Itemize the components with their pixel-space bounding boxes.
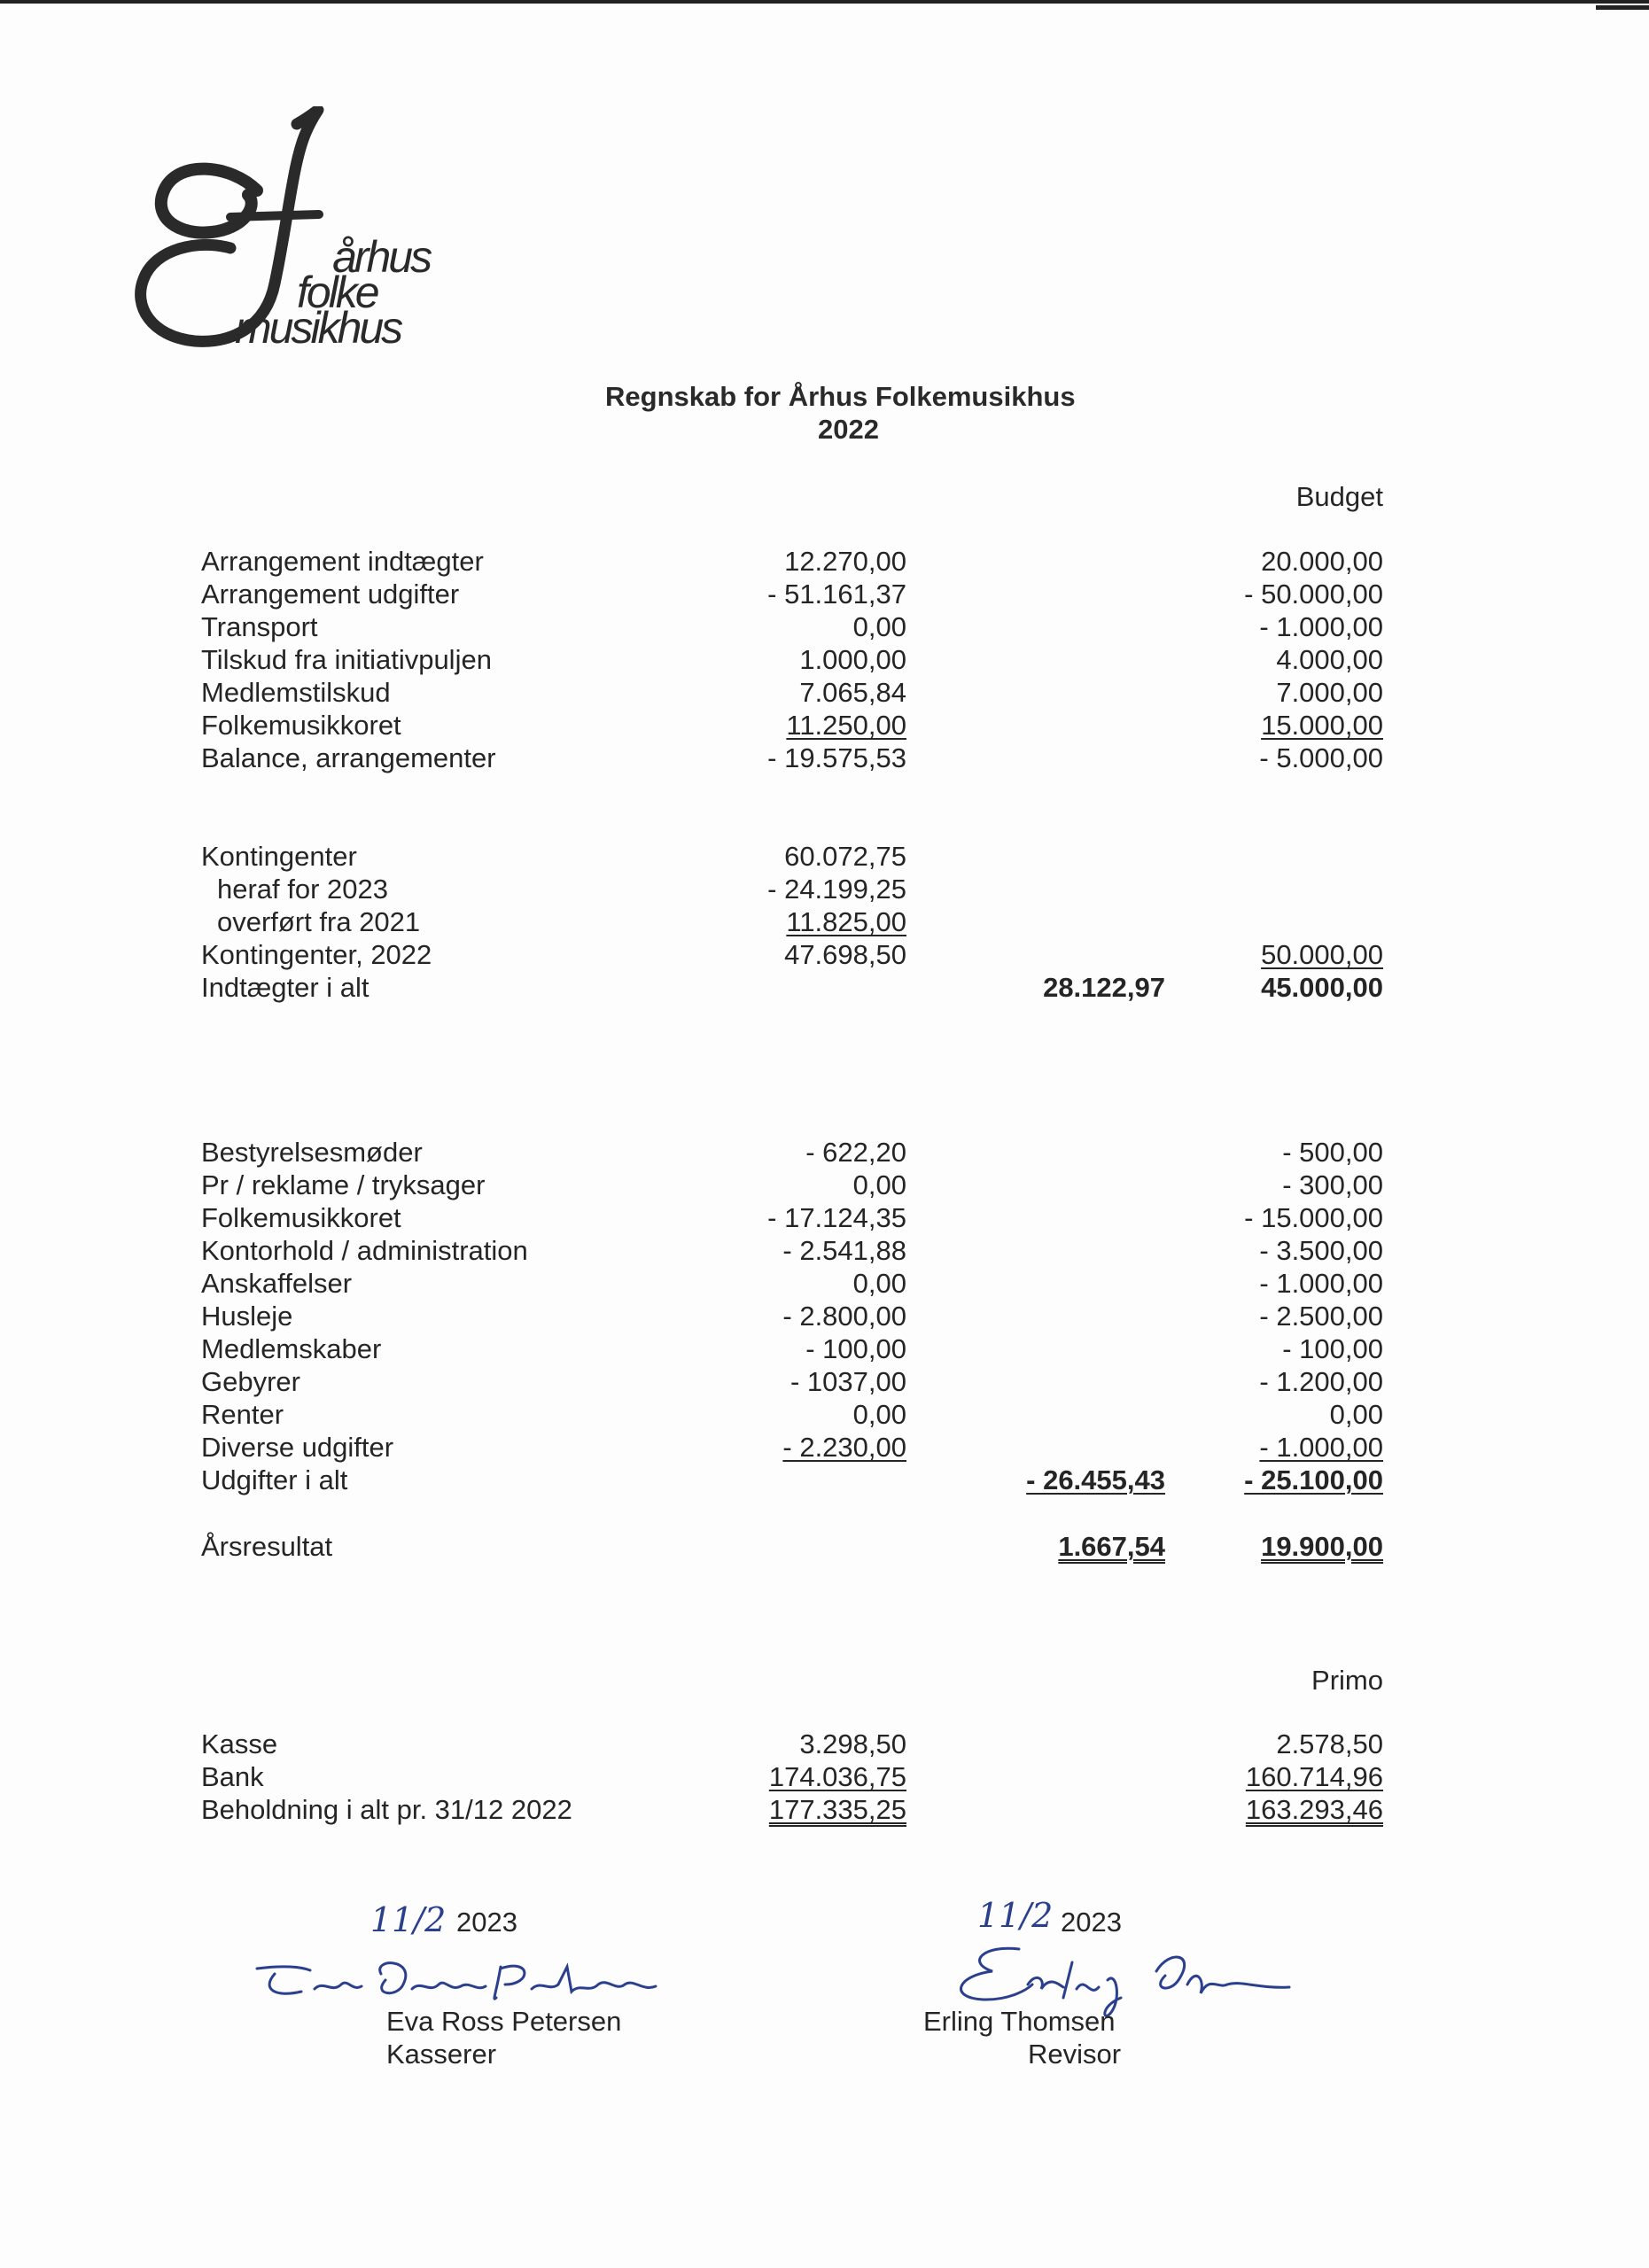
row-amount: - 2.230,00	[782, 1432, 906, 1463]
signer-name-right: Erling Thomsen	[923, 2006, 1116, 2037]
logo-line-1: århus	[332, 232, 431, 282]
row-budget: - 1.000,00	[1259, 1268, 1383, 1299]
expense-total: - 26.455,43	[1026, 1464, 1165, 1495]
logo-line-3: musikhus	[235, 303, 401, 353]
page-title: Regnskab for Århus Folkemusikhus	[605, 381, 1076, 412]
page-year: 2022	[818, 414, 879, 445]
row-amount: 60.072,75	[784, 841, 906, 872]
row-label: Balance, arrangementer	[201, 742, 496, 773]
row-budget: - 3.500,00	[1259, 1235, 1383, 1266]
row-amount: - 1037,00	[790, 1366, 906, 1397]
row-amount: - 24.199,25	[767, 874, 906, 905]
row-amount: 174.036,75	[768, 1761, 906, 1792]
row-budget: 0,00	[1329, 1399, 1383, 1430]
row-amount: 7.065,84	[799, 677, 906, 708]
row-amount: 0,00	[852, 1268, 906, 1299]
row-amount: 177.335,25	[768, 1794, 906, 1825]
row-label: Medlemskaber	[201, 1333, 382, 1364]
row-amount: 0,00	[852, 1399, 906, 1430]
row-amount: - 622,20	[805, 1137, 906, 1168]
row-label: Bestyrelsesmøder	[201, 1137, 423, 1168]
row-label: Udgifter i alt	[201, 1464, 348, 1495]
expense-total-budget: - 25.100,00	[1244, 1464, 1383, 1495]
row-primo: 2.578,50	[1276, 1728, 1383, 1759]
row-amount: - 51.161,37	[767, 579, 906, 610]
row-label: Gebyrer	[201, 1366, 300, 1397]
row-label: Kontingenter	[201, 841, 357, 872]
logo-line-2: folke	[297, 268, 377, 317]
primo-header: Primo	[1311, 1665, 1383, 1696]
row-label: Kontingenter, 2022	[201, 939, 432, 970]
row-amount: - 2.800,00	[782, 1301, 906, 1332]
row-label: heraf for 2023	[217, 874, 389, 905]
row-budget: 15.000,00	[1261, 710, 1383, 741]
row-budget: 50.000,00	[1261, 939, 1383, 970]
date-year-right: 2023	[1061, 1907, 1122, 1938]
row-budget: - 300,00	[1282, 1169, 1383, 1200]
row-primo: 163.293,46	[1245, 1794, 1383, 1825]
row-budget: - 2.500,00	[1259, 1301, 1383, 1332]
row-amount: 3.298,50	[799, 1728, 906, 1759]
row-amount: 0,00	[852, 1169, 906, 1200]
row-label: Kontorhold / administration	[201, 1235, 528, 1266]
row-label: Anskaffelser	[201, 1268, 353, 1299]
row-amount: - 2.541,88	[782, 1235, 906, 1266]
row-label: Transport	[201, 611, 318, 642]
row-amount: 47.698,50	[784, 939, 906, 970]
logo	[124, 106, 478, 363]
signer-role-left: Kasserer	[386, 2039, 497, 2070]
row-budget: 20.000,00	[1261, 546, 1383, 577]
scan-edge-top	[0, 0, 1649, 4]
row-label: overført fra 2021	[217, 906, 421, 937]
row-label: Medlemstilskud	[201, 677, 391, 708]
income-total: 28.122,97	[1043, 972, 1165, 1003]
signer-role-right: Revisor	[1028, 2039, 1122, 2070]
signer-name-left: Eva Ross Petersen	[386, 2006, 622, 2037]
row-budget: 4.000,00	[1276, 644, 1383, 675]
row-budget: - 500,00	[1282, 1137, 1383, 1168]
row-label: Renter	[201, 1399, 284, 1430]
date-year-left: 2023	[456, 1907, 517, 1938]
row-amount: 1.000,00	[799, 644, 906, 675]
budget-header: Budget	[1295, 481, 1383, 512]
row-label: Indtægter i alt	[201, 972, 369, 1003]
row-label: Diverse udgifter	[201, 1432, 394, 1463]
row-budget: - 1.200,00	[1259, 1366, 1383, 1397]
row-label: Beholdning i alt pr. 31/12 2022	[201, 1794, 572, 1825]
row-amount: 11.825,00	[786, 906, 906, 937]
row-amount: 0,00	[852, 611, 906, 642]
handwritten-date-left: 11/2	[370, 1900, 447, 1939]
row-budget: - 1.000,00	[1259, 611, 1383, 642]
row-budget: - 15.000,00	[1244, 1202, 1383, 1233]
row-budget: - 5.000,00	[1259, 742, 1383, 773]
row-primo: 160.714,96	[1245, 1761, 1383, 1792]
row-budget: - 1.000,00	[1259, 1432, 1383, 1463]
row-label: Arrangement udgifter	[201, 579, 460, 610]
handwritten-date-right: 11/2	[977, 1896, 1054, 1935]
row-amount: - 19.575,53	[767, 742, 906, 773]
row-label: Pr / reklame / tryksager	[201, 1169, 486, 1200]
row-amount: - 17.124,35	[767, 1202, 906, 1233]
row-label: Folkemusikkoret	[201, 1202, 401, 1233]
row-label: Folkemusikkoret	[201, 710, 401, 741]
row-label: Tilskud fra initiativpuljen	[201, 644, 492, 675]
row-amount: 11.250,00	[786, 710, 906, 741]
row-amount: 12.270,00	[784, 546, 906, 577]
row-budget: 7.000,00	[1276, 677, 1383, 708]
row-budget: - 50.000,00	[1244, 579, 1383, 610]
result-budget: 19.900,00	[1261, 1531, 1383, 1562]
row-label: Kasse	[201, 1728, 278, 1759]
scan-edge-mark	[1596, 5, 1649, 10]
row-label: Arrangement indtægter	[201, 546, 484, 577]
income-total-budget: 45.000,00	[1261, 972, 1383, 1003]
result-total: 1.667,54	[1058, 1531, 1165, 1562]
row-amount: - 100,00	[805, 1333, 906, 1364]
row-label: Bank	[201, 1761, 264, 1792]
row-label: Årsresultat	[201, 1531, 333, 1562]
row-label: Husleje	[201, 1301, 293, 1332]
row-budget: - 100,00	[1282, 1333, 1383, 1364]
